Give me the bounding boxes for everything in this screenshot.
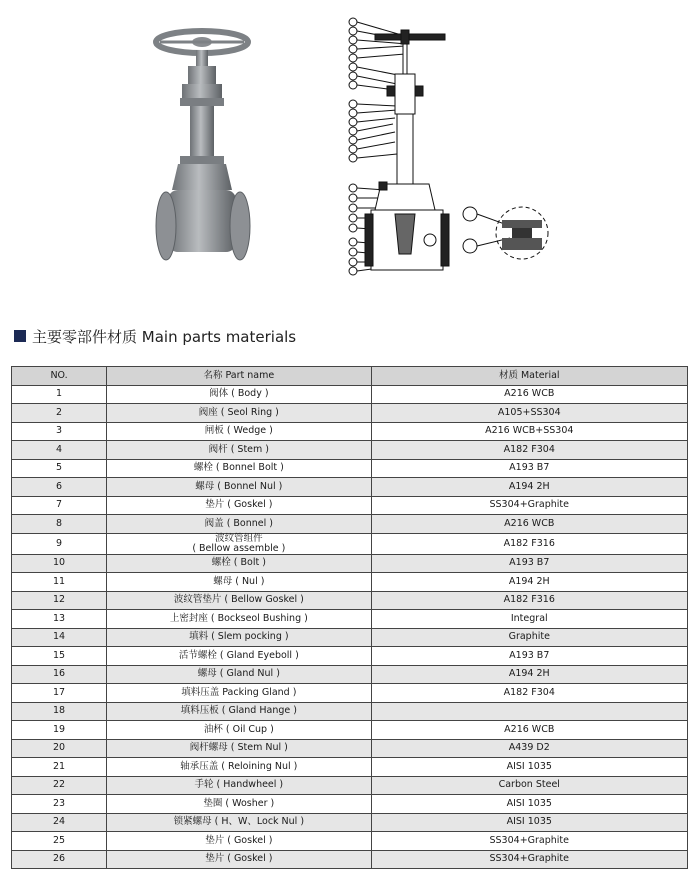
- row-part-name: 垫圈 ( Wosher ): [107, 795, 371, 814]
- row-material: A182 F304: [371, 441, 687, 460]
- table-row: [12, 758, 688, 777]
- row-no: 19: [12, 721, 107, 740]
- row-no: 1: [12, 385, 107, 404]
- row-part-name: 阀座 ( Seol Ring ): [107, 404, 371, 423]
- row-material: A216 WCB: [371, 721, 687, 740]
- detail-callout-25: [463, 239, 477, 253]
- table-row: [12, 795, 688, 814]
- row-no: 17: [12, 684, 107, 703]
- row-part-name: 填料压盖 Packing Gland ): [107, 684, 371, 703]
- row-no: 6: [12, 478, 107, 497]
- row-part-name: 阀杆螺母 ( Stem Nul ): [107, 739, 371, 758]
- row-material: A216 WCB+SS304: [371, 422, 687, 441]
- table-row: [12, 404, 688, 423]
- row-part-name: [107, 533, 371, 554]
- section-title: 主要零部件材质 Main parts materials: [32, 327, 297, 346]
- row-part-name: 螺母 ( Bonnel Nul ): [107, 478, 371, 497]
- row-no: 21: [12, 758, 107, 777]
- figures-area: [0, 0, 700, 300]
- table-row: [12, 422, 688, 441]
- row-no: 12: [12, 591, 107, 610]
- row-no: 16: [12, 665, 107, 684]
- table-row: [12, 385, 688, 404]
- section-heading: [14, 325, 296, 347]
- row-no: 9: [12, 533, 107, 554]
- row-no: 11: [12, 573, 107, 592]
- seat-detail-drawing: [460, 198, 550, 268]
- table-row: [12, 610, 688, 629]
- table-row: [12, 832, 688, 851]
- table-row: [12, 684, 688, 703]
- row-material: Integral: [371, 610, 687, 629]
- row-no: 23: [12, 795, 107, 814]
- row-part-name: 填料 ( Slem pocking ): [107, 628, 371, 647]
- row-material: A182 F316: [371, 533, 687, 554]
- row-material: AISI 1035: [371, 813, 687, 832]
- row-no: 5: [12, 459, 107, 478]
- row-no: 13: [12, 610, 107, 629]
- row-part-name: 螺栓 ( Bonnel Bolt ): [107, 459, 371, 478]
- row-part-name: 轴承压盖 ( Reloining Nul ): [107, 758, 371, 777]
- table-row: [12, 665, 688, 684]
- row-part-name: 阀杆 ( Stem ): [107, 441, 371, 460]
- row-part-name: 上密封座 ( Bockseol Bushing ): [107, 610, 371, 629]
- row-part-name: 垫片 ( Goskel ): [107, 496, 371, 515]
- row-material: Graphite: [371, 628, 687, 647]
- row-no: 22: [12, 776, 107, 795]
- row-material: Carbon Steel: [371, 776, 687, 795]
- table-row: [12, 441, 688, 460]
- table-row: [12, 647, 688, 666]
- row-part-name: 螺栓 ( Bolt ): [107, 554, 371, 573]
- row-part-name-line2: ( Bellow assemble ): [192, 542, 286, 554]
- row-material: A216 WCB: [371, 515, 687, 534]
- row-part-name: 螺母 ( Nul ): [107, 573, 371, 592]
- drawing-callout-circles: [349, 18, 357, 275]
- valve-photo: [150, 18, 260, 268]
- row-part-name: 垫片 ( Goskel ): [107, 832, 371, 851]
- row-material: AISI 1035: [371, 795, 687, 814]
- row-part-name-line1: 波纹管组件: [215, 532, 263, 544]
- row-material: A216 WCB: [371, 385, 687, 404]
- row-part-name: 螺母 ( Gland Nul ): [107, 665, 371, 684]
- row-material: AISI 1035: [371, 758, 687, 777]
- table-row: [12, 739, 688, 758]
- row-no: 15: [12, 647, 107, 666]
- detail-callout-26: [463, 207, 477, 221]
- row-material: A182 F316: [371, 591, 687, 610]
- row-material: A182 F304: [371, 684, 687, 703]
- parts-materials-table: [11, 366, 688, 869]
- row-no: 18: [12, 702, 107, 721]
- row-part-name: 垫片 ( Goskel ): [107, 850, 371, 869]
- header-part-name: 名称 Part name: [107, 367, 371, 386]
- table-row: [12, 628, 688, 647]
- row-part-name: 活节螺栓 ( Gland Eyeboll ): [107, 647, 371, 666]
- row-no: 7: [12, 496, 107, 515]
- table-row: [12, 459, 688, 478]
- row-material: [371, 702, 687, 721]
- row-material: A194 2H: [371, 478, 687, 497]
- row-no: 2: [12, 404, 107, 423]
- row-no: 24: [12, 813, 107, 832]
- row-material: SS304+Graphite: [371, 850, 687, 869]
- row-part-name: 填料压板 ( Gland Hange ): [107, 702, 371, 721]
- row-no: 3: [12, 422, 107, 441]
- row-material: A194 2H: [371, 665, 687, 684]
- table-row: [12, 533, 688, 554]
- row-no: 4: [12, 441, 107, 460]
- table-header-row: [12, 367, 688, 386]
- table-row: [12, 591, 688, 610]
- table-row: [12, 813, 688, 832]
- table-row: [12, 554, 688, 573]
- row-part-name: 手轮 ( Handwheel ): [107, 776, 371, 795]
- row-no: 8: [12, 515, 107, 534]
- row-part-name: 阀体 ( Body ): [107, 385, 371, 404]
- header-no: NO.: [12, 367, 107, 386]
- table-row: [12, 573, 688, 592]
- row-material: SS304+Graphite: [371, 496, 687, 515]
- row-no: 25: [12, 832, 107, 851]
- table-row: [12, 702, 688, 721]
- table-row: [12, 478, 688, 497]
- row-part-name: 波纹管垫片 ( Bellow Goskel ): [107, 591, 371, 610]
- row-part-name: 阀盖 ( Bonnel ): [107, 515, 371, 534]
- row-part-name: 闸板 ( Wedge ): [107, 422, 371, 441]
- row-no: 20: [12, 739, 107, 758]
- row-material: A439 D2: [371, 739, 687, 758]
- heading-square-icon: [14, 330, 26, 342]
- table-row: [12, 721, 688, 740]
- valve-section-drawing: [345, 14, 460, 279]
- row-material: A105+SS304: [371, 404, 687, 423]
- table-row: [12, 496, 688, 515]
- row-no: 14: [12, 628, 107, 647]
- row-material: A193 B7: [371, 459, 687, 478]
- row-no: 10: [12, 554, 107, 573]
- row-part-name: 油杯 ( Oil Cup ): [107, 721, 371, 740]
- table-row: [12, 776, 688, 795]
- row-no: 26: [12, 850, 107, 869]
- table-row: [12, 850, 688, 869]
- header-material: 材质 Material: [371, 367, 687, 386]
- row-material: A193 B7: [371, 647, 687, 666]
- row-material: A194 2H: [371, 573, 687, 592]
- row-material: A193 B7: [371, 554, 687, 573]
- row-material: SS304+Graphite: [371, 832, 687, 851]
- table-row: [12, 515, 688, 534]
- row-part-name: 锁紧螺母 ( H、W、Lock Nul ): [107, 813, 371, 832]
